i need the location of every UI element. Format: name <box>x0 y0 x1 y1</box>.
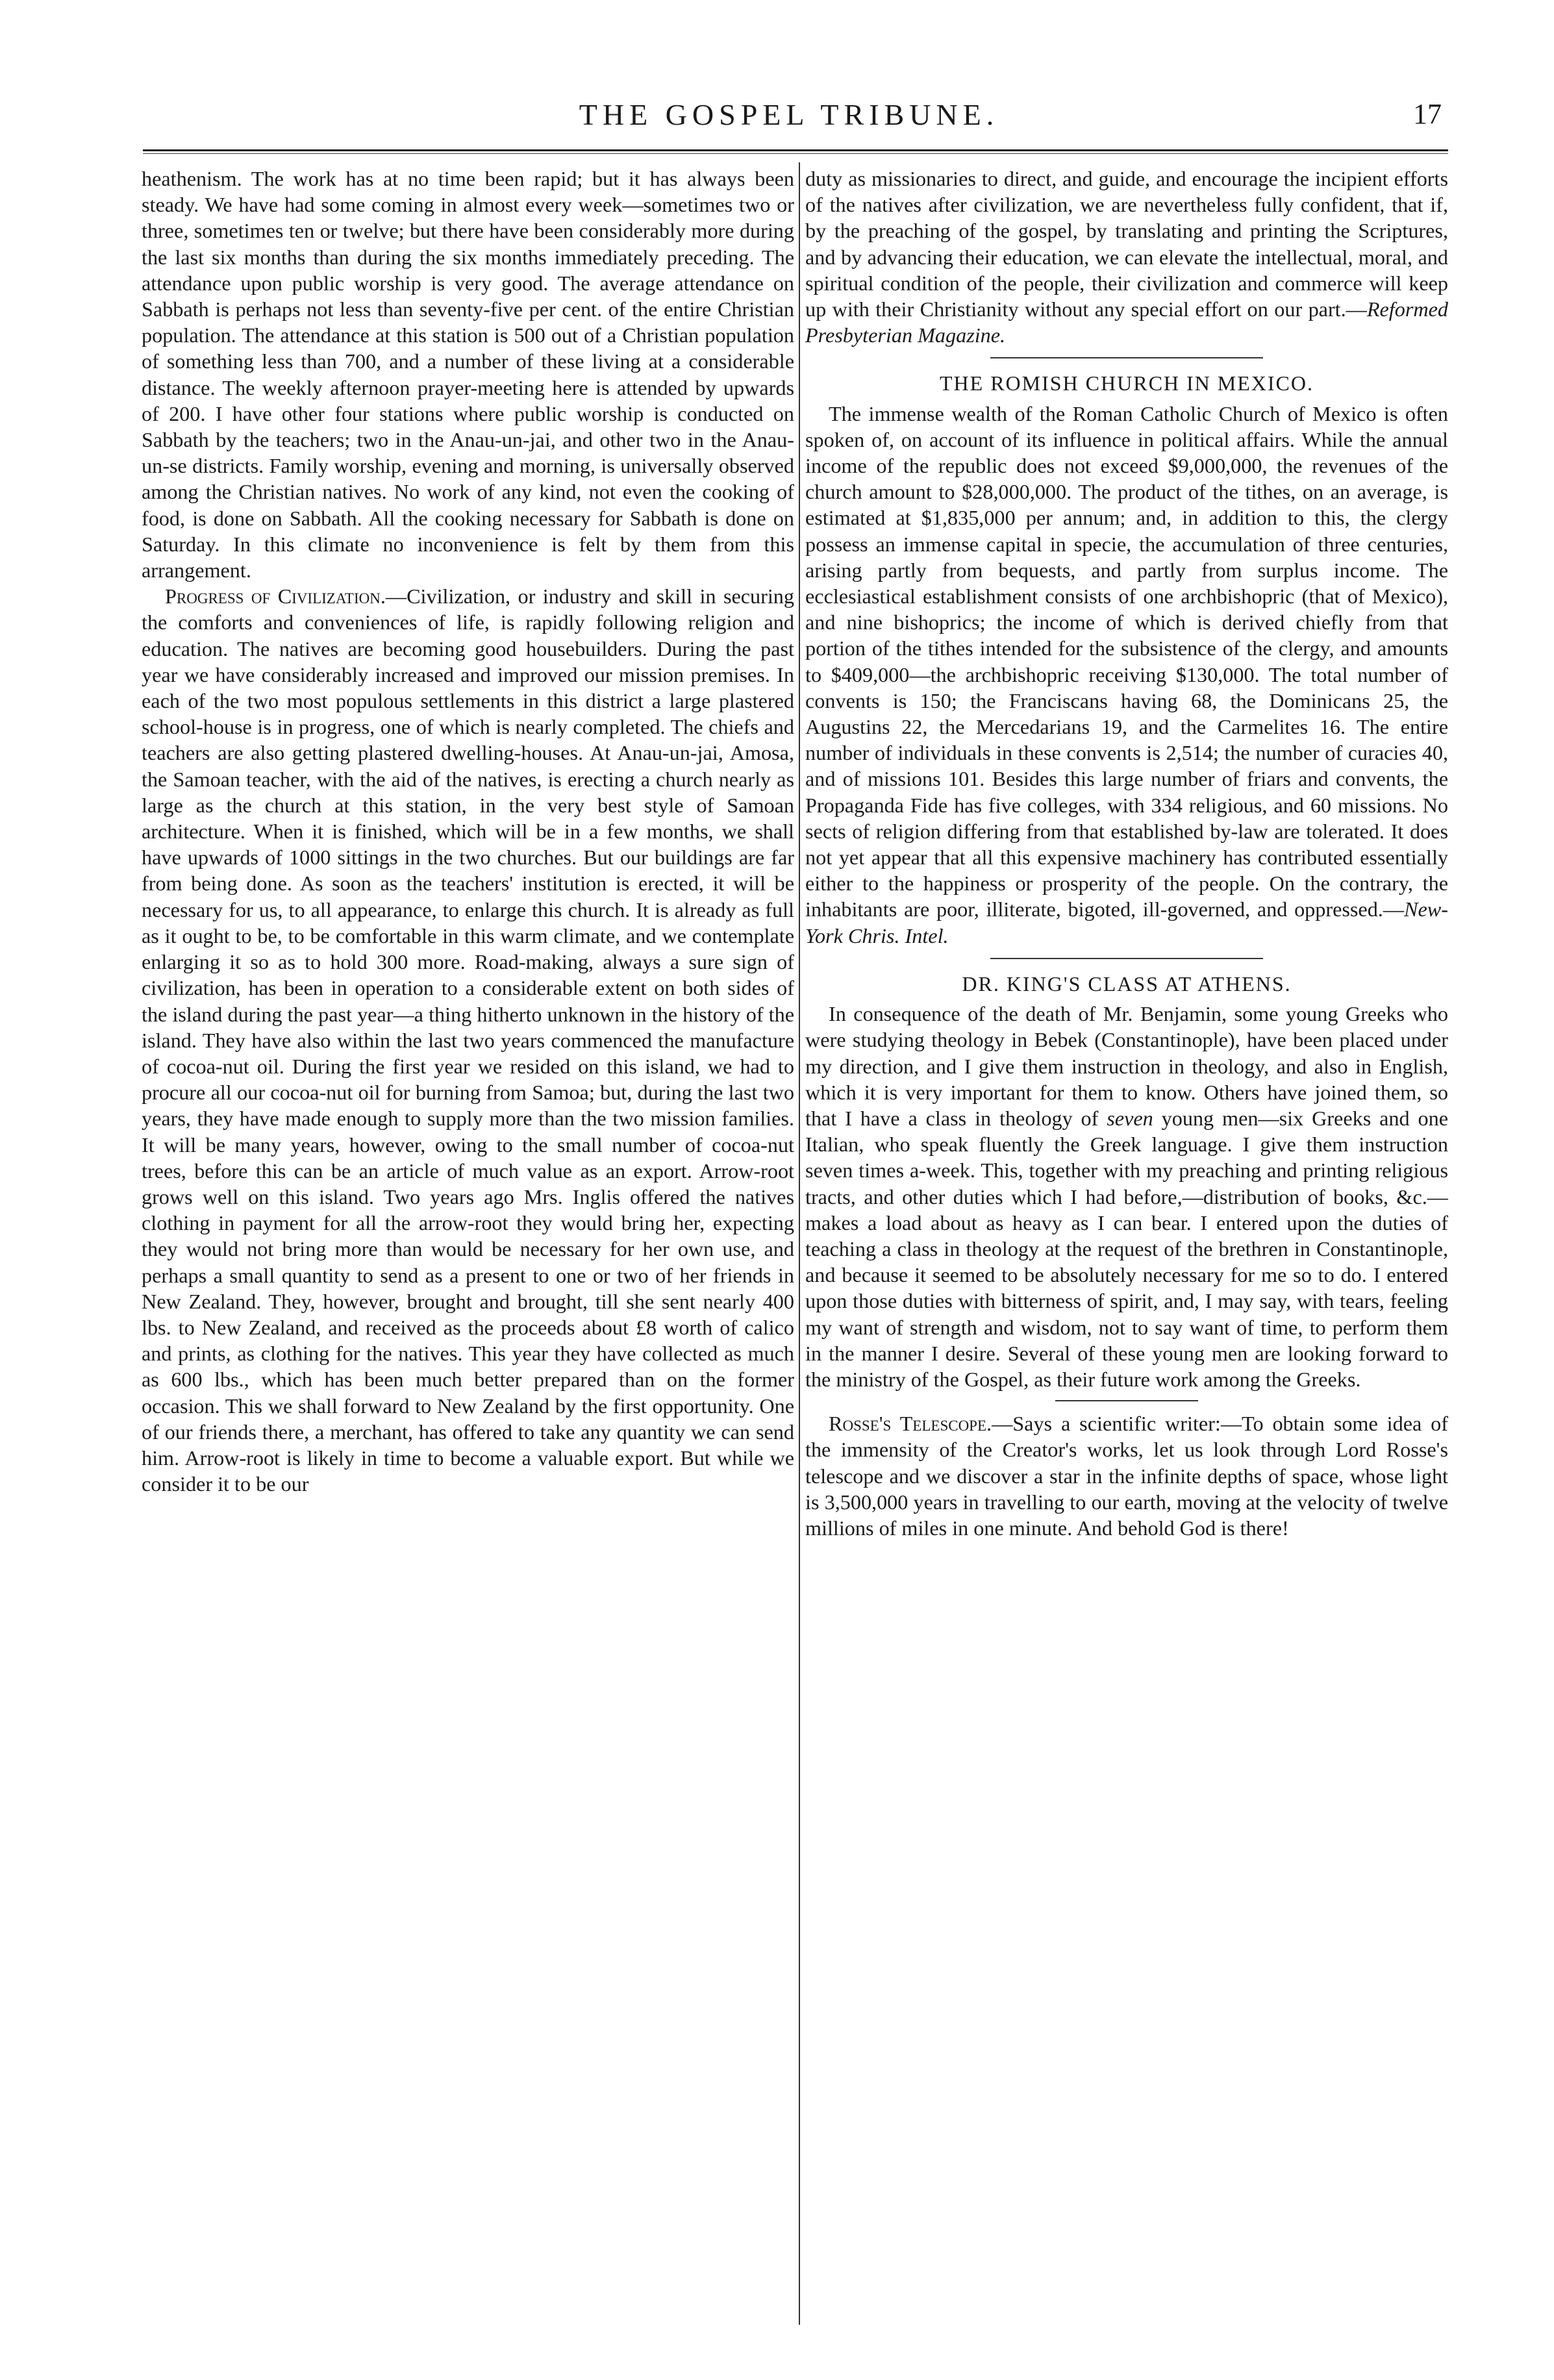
article-paragraph <box>142 583 794 1497</box>
article-paragraph <box>805 401 1448 949</box>
page-number: 17 <box>1413 98 1442 130</box>
page-title: THE GOSPEL TRIBUNE. <box>579 98 999 131</box>
article-separator <box>1055 1400 1198 1401</box>
paragraph-text: young men—six Greeks and one Italian, who speak fluently the Greek language. I give them instruction seven times a-week. This, together with my preaching and printing religious tracts, and other duties which I had before,—distribution of books, &c.—makes a load about as heavy as I can bear. I entered upon the duties of teaching a class in theology at the request of the brethren in Constantinople, and because it seemed to be absolutely necessary for me so to do. I entered upon those duties with bitterness of spirit, and, I may say, with tears, feeling my want of strength and wisdom, not to say want of time, to perform them in the manner I desire. Several of these young men are looking forward to the ministry of the Gospel, as their future work among the Greeks. <box>805 1106 1448 1391</box>
source-citation: Reformed Presbyterian Magazine. <box>805 297 1448 347</box>
article-heading: THE ROMISH CHURCH IN MEXICO. <box>939 371 1314 395</box>
article-paragraph <box>805 1410 1448 1541</box>
section-lead: Rosse's Telescope. <box>829 1412 992 1436</box>
left-column <box>142 166 794 2322</box>
emphasis: seven <box>1107 1106 1153 1130</box>
article-separator <box>990 357 1263 358</box>
right-column <box>805 166 1448 2322</box>
article-separator <box>990 958 1263 959</box>
paragraph-text: —Says a scientific writer:—To obtain some idea of the immensity of the Creator's works, let us look through Lord Rosse's telescope and we discover a star in the infinite depths of space, whose light is 3,500,000 years in travelling to our earth, moving at the velocity of twelve millions of miles in one minute. And behold God is there! <box>805 1412 1448 1540</box>
paragraph-text: —Civilization, or industry and skill in securing the comforts and conveniences of life, is rapidly following religion and education. The natives are becoming good housebuilders. During the past year we have considerably increased and improved our mission premises. In each of the two most populous settlements in this district a large plastered school-house is in progress, one of which is nearly completed. The chiefs and teachers are also getting plastered dwelling-houses. At Anau-un-jai, Amosa, the Samoan teacher, with the aid of the natives, is erecting a church nearly as large as the church at this station, in the very best style of Samoan architecture. When it is finished, which will be in a few months, we shall have upwards of 1000 sittings in the two churches. But our buildings are far from being done. As soon as the teachers' institution is erected, it will be necessary for us, to all appearance, to enlarge this church. It is already as full as it ought to be, to be comfortable in this warm climate, and we contemplate enlarging it so as to hold 300 more. Road-making, always a sure sign of civilization, has been in operation to a considerable extent on both sides of the island during the past year—a thing hitherto unknown in the history of the island. They have also within the last two years commenced the manufacture of cocoa-nut oil. During the first year we resided on this island, we had to procure all our cocoa-nut oil for burning from Samoa; but, during the last two years, they have made enough to supply more than the two mission families. It will be many years, however, owing to the small number of cocoa-nut trees, before this can be an article of much value as an export. Arrow-root grows well on this island. Two years ago Mrs. Inglis offered the natives clothing in payment for all the arrow-root they would bring her, expecting they would not bring more than would be necessary for her own use, and perhaps a small quantity to send as a present to one or two of her friends in New Zealand. They, however, brought and brought, till she sent nearly 400 lbs. to New Zealand, and received as the proceeds about £8 worth of calico and prints, as clothing for the natives. This year they have collected as much as 600 lbs., which has been much better prepared than on the former occasion. This we shall forward to New Zealand by the first opportunity. One of our friends there, a merchant, has offered to take any quantity we can send him. Arrow-root is likely in time to become a valuable export. But while we consider it to be our <box>142 584 794 1496</box>
article-paragraph: heathenism. The work has at no time been rapid; but it has always been steady. We have had some coming in almost every week—sometimes two or three, sometimes ten or twelve; but there have been considerably more during the last six months than during the six months immediately preceding. The attendance upon public worship is very good. The average attendance on Sabbath is perhaps not less than seventy-five per cent. of the entire Christian population. The attendance at this station is 500 out of a Christian population of something less than 700, and a number of these living at a considerable distance. The weekly afternoon prayer-meeting here is attended by upwards of 200. I have other four stations where public worship is conducted on Sabbath by the teachers; two in the Anau-un-jai, and other two in the Anau-un-se districts. Family worship, evening and morning, is universally observed among the Christian natives. No work of any kind, not even the cooking of food, is done on Sabbath. All the cooking necessary for Sabbath is done on Saturday. In this climate no inconvenience is felt by them from this arrangement. <box>142 167 794 582</box>
section-lead: Progress of Civilization. <box>165 584 386 608</box>
header-rule-thin <box>143 153 1448 154</box>
article-paragraph <box>805 166 1448 348</box>
newspaper-page <box>130 91 1448 2325</box>
paragraph-text: In consequence of the death of Mr. Benjamin, some young Greeks who were studying theology in Bebek (Constantinople), have been placed under my direction, and I give them instruction in theology, and also in English, which it is very important for them to know. Others have joined them, so that I have a class in theology of <box>805 1002 1448 1130</box>
article-heading: DR. KING'S CLASS AT ATHENS. <box>962 971 1292 996</box>
source-citation: New-York Chris. Intel. <box>805 897 1448 947</box>
masthead <box>130 91 1448 143</box>
paragraph-text: duty as missionaries to direct, and guide, and encourage the incipient efforts of the natives after civilization, we are nevertheless fully confident, that if, by the preaching of the gospel, by translating and printing the Scriptures, and by advancing their education, we can elevate the intellectual, moral, and spiritual condition of the people, their civilization and commerce will keep up with their Christianity without any special effort on our part.— <box>805 167 1448 321</box>
column-divider <box>799 162 800 2325</box>
article-paragraph <box>805 1001 1448 1392</box>
paragraph-text: The immense wealth of the Roman Catholic Church of Mexico is often spoken of, on account of its influence in political affairs. While the annual income of the republic does not exceed $9,000,000, the revenues of the church amount to $28,000,000. The product of the tithes, on an average, is estimated at $1,835,000 per annum; and, in addition to this, the clergy possess an immense capital in specie, the accumulation of three centuries, arising partly from bequests, and partly from surplus income. The ecclesiastical establishment consists of one archbishopric (that of Mexico), and nine bishoprics; the income of which is derived chiefly from that portion of the tithes intended for the subsistence of the clergy, and amounts to $409,000—the archbishopric receiving $130,000. The total number of convents is 150; the Franciscans having 68, the Dominicans 25, the Augustins 22, the Mercedarians 19, and the Carmelites 16. The entire number of individuals in these convents is 2,514; the number of curacies 40, and of missions 101. Besides this large number of friars and convents, the Propaganda Fide has five colleges, with 334 religious, and 60 missions. No sects of religion differing from that established by-law are tolerated. It does not yet appear that all this expensive machinery has contributed essentially either to the happiness or prosperity of the people. On the contrary, the inhabitants are poor, illiterate, bigoted, ill-governed, and oppressed.— <box>805 401 1448 921</box>
header-rule <box>143 149 1448 151</box>
